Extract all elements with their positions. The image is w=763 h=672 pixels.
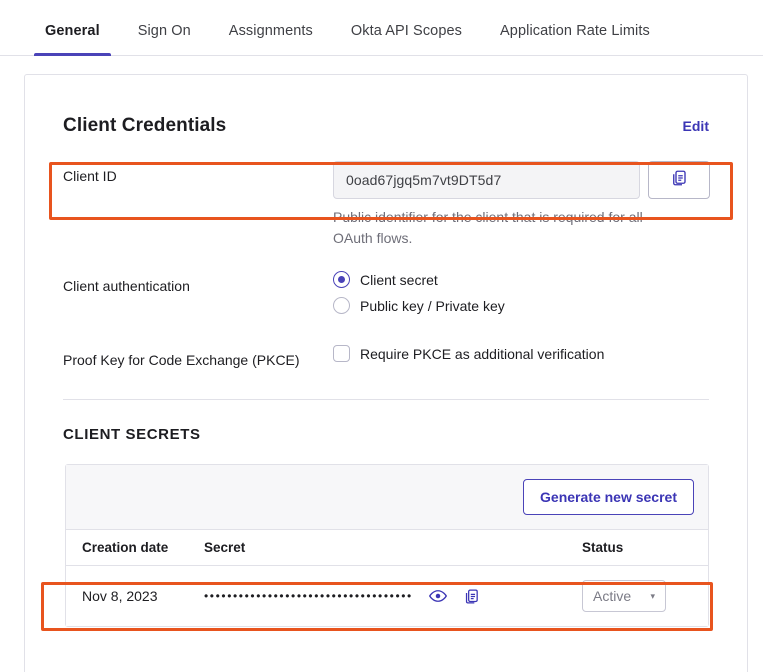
radio-option-public-private-key[interactable] <box>333 297 709 314</box>
tab-assignments[interactable] <box>210 23 332 55</box>
client-id-value: 0oad67jgq5m7vt9DT5d7 <box>333 161 640 199</box>
table-row <box>66 566 708 626</box>
table-header-row <box>66 530 708 566</box>
column-header-status: Status <box>582 540 624 555</box>
card-header <box>25 75 747 137</box>
radio-public-private-key-label: Public key / Private key <box>360 297 505 314</box>
clipboard-copy-icon <box>670 169 688 192</box>
tab-general[interactable] <box>26 23 119 55</box>
chevron-down-icon: ▾ <box>650 590 655 601</box>
cell-status <box>582 580 692 612</box>
tab-application-rate-limits-label: Application Rate Limits <box>500 23 650 39</box>
radio-client-secret-label: Client secret <box>360 271 438 288</box>
cell-secret <box>204 588 582 605</box>
tab-application-rate-limits[interactable] <box>481 23 669 55</box>
radio-client-secret-icon[interactable] <box>333 271 350 288</box>
checkbox-require-pkce-icon[interactable] <box>333 345 350 362</box>
client-id-label: Client ID <box>63 168 117 184</box>
radio-public-private-key-icon[interactable] <box>333 297 350 314</box>
tab-general-label: General <box>45 23 100 39</box>
client-secrets-heading: CLIENT SECRETS <box>63 426 201 443</box>
client-authentication-label: Client authentication <box>63 278 190 294</box>
client-secrets-table <box>65 464 709 627</box>
client-id-row <box>25 161 747 249</box>
checkbox-require-pkce-label: Require PKCE as additional verification <box>360 345 605 362</box>
pkce-label: Proof Key for Code Exchange (PKCE) <box>63 352 300 368</box>
status-dropdown-value: Active <box>593 588 632 604</box>
edit-button[interactable]: Edit <box>682 118 709 134</box>
tab-assignments-label: Assignments <box>228 23 313 39</box>
tab-sign-on[interactable] <box>119 23 210 55</box>
eye-icon[interactable] <box>429 589 447 603</box>
status-dropdown[interactable] <box>582 580 666 612</box>
tab-okta-api-scopes-label: Okta API Scopes <box>350 23 463 39</box>
pkce-row <box>25 345 747 371</box>
table-toolbar <box>66 465 708 530</box>
column-header-creation-date: Creation date <box>82 540 169 555</box>
secret-masked-value: •••••••••••••••••••••••••••••••••••• <box>204 589 413 603</box>
tab-okta-api-scopes[interactable] <box>332 23 481 55</box>
page-title: Client Credentials <box>63 115 227 136</box>
cell-creation-date: Nov 8, 2023 <box>82 588 158 604</box>
column-header-secret: Secret <box>204 540 246 555</box>
tab-sign-on-label: Sign On <box>137 23 191 39</box>
tab-bar <box>0 0 763 56</box>
client-authentication-row <box>25 271 747 323</box>
radio-option-client-secret[interactable] <box>333 271 709 288</box>
generate-new-secret-button[interactable]: Generate new secret <box>523 479 694 515</box>
client-credentials-card <box>24 74 748 672</box>
checkbox-option-require-pkce[interactable] <box>333 345 709 362</box>
client-id-help-text: Public identifier for the client that is required for all OAuth flows. <box>333 209 643 246</box>
clipboard-copy-icon[interactable] <box>463 588 480 605</box>
copy-client-id-button[interactable] <box>648 161 710 199</box>
